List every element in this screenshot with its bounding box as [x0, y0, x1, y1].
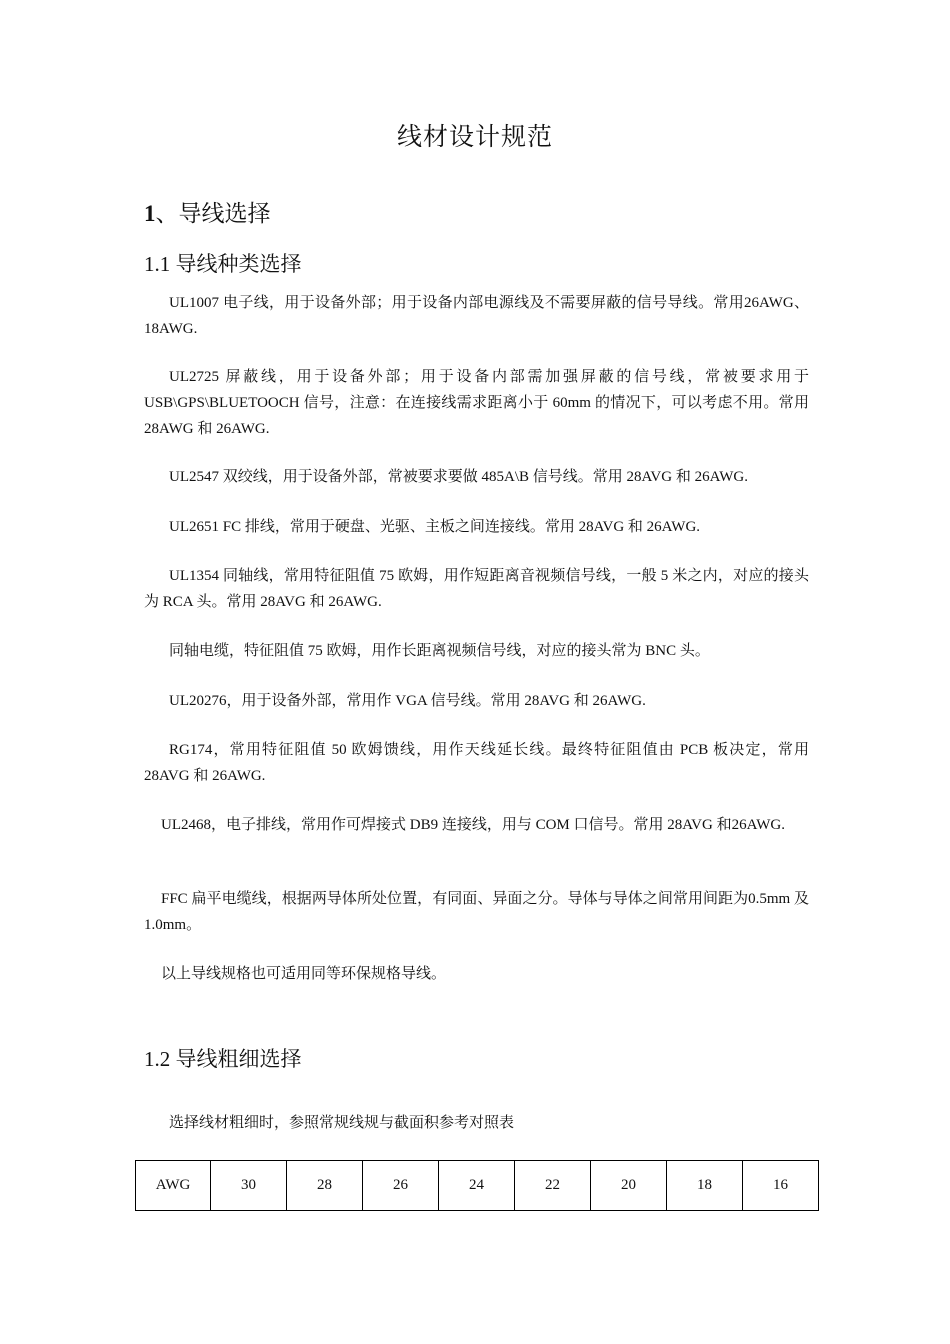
paragraph-coax-cable — [144, 638, 809, 664]
paragraph-rg174 — [144, 737, 809, 789]
paragraph-ul2547 — [144, 464, 809, 490]
paragraph-ul2651 — [144, 514, 809, 540]
paragraph-text: 同轴电缆，特征阻值 75 欧姆，用作长距离视频信号线，对应的接头常为 BNC 头。 — [169, 643, 710, 659]
paragraph-ul2725 — [144, 364, 809, 442]
table-cell: 24 — [439, 1161, 515, 1211]
awg-table — [135, 1160, 819, 1211]
section-number: 1 — [144, 201, 156, 226]
paragraph-text: UL2651 FC 排线，常用于硬盘、光驱、主板之间连接线。常用 28AVG 和 26AWG. — [169, 519, 701, 535]
paragraph-text: UL1354 同轴线，常用特征阻值 75 欧姆，用作短距离音视频信号线，一般 5 米之内，对应的接头为 RCA 头。常用 28AVG 和 26AWG. — [144, 568, 809, 610]
table-cell: 26 — [363, 1161, 439, 1211]
table-header-cell: AWG — [136, 1161, 211, 1211]
table-cell: 28 — [287, 1161, 363, 1211]
table-cell: 20 — [591, 1161, 667, 1211]
section-title: 导线选择 — [178, 201, 271, 226]
paragraph-text: UL2468，电子排线，常用作可焊接式 DB9 连接线，用与 COM 口信号。常用 28AVG 和26AWG. — [161, 817, 785, 833]
paragraph-text: UL1007 电子线，用于设备外部；用于设备内部电源线及不需要屏蔽的信号导线。常用26AWG、18AWG. — [144, 295, 809, 337]
section-heading-1 — [144, 195, 271, 228]
paragraph-ffc — [144, 886, 809, 938]
table-intro-text: 选择线材粗细时，参照常规线规与截面积参考对照表 — [169, 1115, 515, 1131]
table-cell: 22 — [515, 1161, 591, 1211]
document-title: 线材设计规范 — [396, 124, 553, 151]
paragraph-ul2468 — [144, 812, 809, 838]
paragraph-text: UL20276，用于设备外部，常用作 VGA 信号线。常用 28AVG 和 26AWG. — [169, 693, 646, 709]
paragraph-ul20276 — [144, 688, 809, 714]
paragraph-text: FFC 扁平电缆线，根据两导体所处位置，有同面、异面之分。导体与导体之间常用间距为0.5mm 及 1.0mm。 — [144, 891, 809, 933]
paragraph-eco-note — [144, 961, 809, 987]
table-cell: 30 — [211, 1161, 287, 1211]
paragraph-ul1007 — [144, 290, 809, 342]
paragraph-text: RG174，常用特征阻值 50 欧姆馈线，用作天线延长线。最终特征阻值由 PCB 板决定，常用 28AVG 和 26AWG. — [144, 742, 809, 784]
subsection-heading-1-1: 1.1 导线种类选择 — [144, 252, 302, 276]
paragraph-ul1354 — [144, 563, 809, 615]
paragraph-text: UL2725 屏蔽线，用于设备外部；用于设备内部需加强屏蔽的信号线，常被要求用于USB\GPS\BLUETOOCH 信号，注意：在连接线需求距离小于 60mm 的情况下，可以考虑不用。常用 28AWG 和 26AWG. — [144, 369, 809, 437]
section-separator: 、 — [155, 201, 179, 226]
table-cell: 18 — [667, 1161, 743, 1211]
table-cell: 16 — [743, 1161, 819, 1211]
table-intro — [144, 1110, 809, 1136]
table-row — [136, 1161, 819, 1211]
paragraph-text: 以上导线规格也可适用同等环保规格导线。 — [161, 966, 447, 982]
subsection-heading-1-2: 1.2 导线粗细选择 — [144, 1047, 302, 1071]
paragraph-text: UL2547 双绞线，用于设备外部，常被要求要做 485A\B 信号线。常用 28AVG 和 26AWG. — [169, 469, 748, 485]
